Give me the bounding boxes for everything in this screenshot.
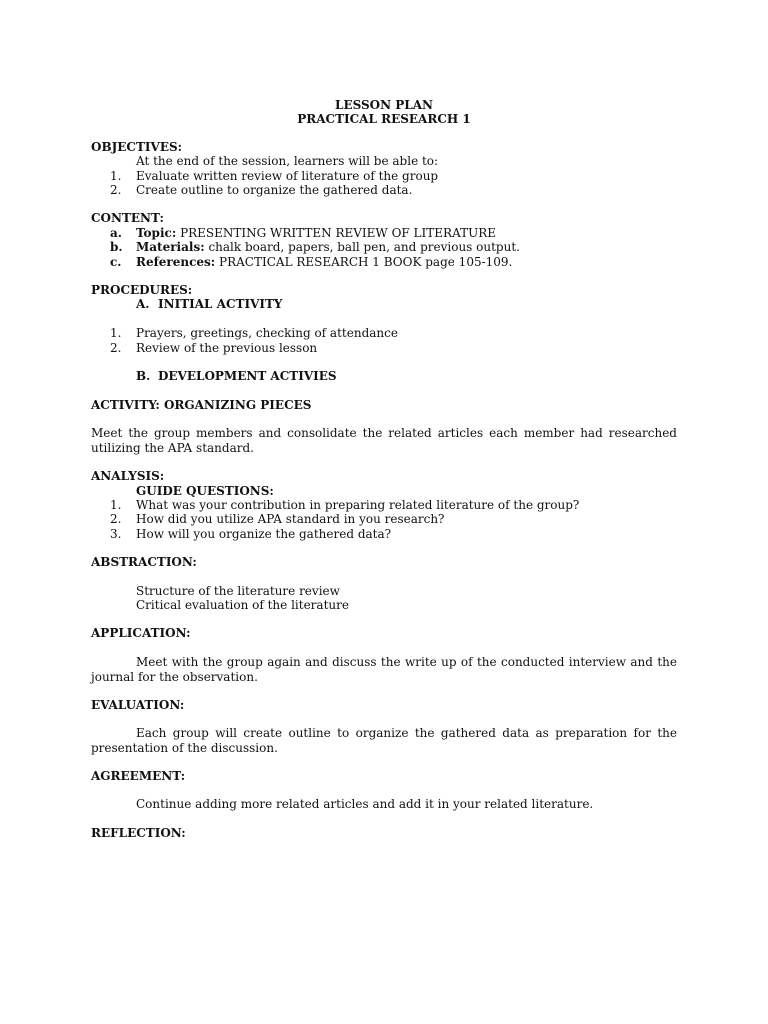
list-text: How did you utilize APA standard in you research?	[136, 512, 445, 526]
list-number: 3.	[110, 527, 122, 541]
list-number: 1.	[110, 498, 122, 512]
abstraction-heading: ABSTRACTION:	[91, 555, 197, 569]
list-text: Prayers, greetings, checking of attendance	[136, 326, 398, 340]
list-text: What was your contribution in preparing related literature of the group?	[136, 498, 580, 512]
activity-text: Meet the group members and consolidate the related articles each member had researched utilizing the APA standard.	[91, 426, 677, 455]
content-text: PRESENTING WRITTEN REVIEW OF LITERATURE	[176, 226, 496, 240]
content-text: chalk board, papers, ball pen, and previous output.	[204, 240, 520, 254]
evaluation-heading: EVALUATION:	[91, 698, 185, 712]
list-number: 1.	[110, 326, 122, 340]
list-number: 2.	[110, 183, 122, 197]
section-title: DEVELOPMENT ACTIVIES	[158, 369, 337, 383]
section-letter: B.	[136, 369, 151, 383]
section-letter: A.	[136, 297, 150, 311]
section-title: INITIAL ACTIVITY	[158, 297, 283, 311]
procedures-heading: PROCEDURES:	[91, 283, 193, 297]
agreement-text: Continue adding more related articles and add it in your related literature.	[136, 797, 594, 811]
list-text: Review of the previous lesson	[136, 341, 318, 355]
content-label: Materials:	[136, 240, 205, 254]
abstraction-line: Structure of the literature review	[136, 584, 340, 598]
list-text: Evaluate written review of literature of the group	[136, 169, 439, 183]
content-text: PRACTICAL RESEARCH 1 BOOK page 105-109.	[215, 255, 513, 269]
activity-heading: ACTIVITY: ORGANIZING PIECES	[91, 398, 312, 412]
content-heading: CONTENT:	[91, 211, 164, 225]
objectives-heading: OBJECTIVES:	[91, 140, 183, 154]
evaluation-text: Each group will create outline to organize the gathered data as preparation for the presentation of the discussion.	[91, 726, 677, 755]
agreement-heading: AGREEMENT:	[91, 769, 186, 783]
analysis-heading: ANALYSIS:	[91, 469, 165, 483]
list-text: Create outline to organize the gathered data.	[136, 183, 413, 197]
application-heading: APPLICATION:	[91, 626, 191, 640]
content-label: Topic:	[136, 226, 177, 240]
objectives-intro: At the end of the session, learners will be able to:	[136, 154, 439, 168]
list-number: 2.	[110, 341, 122, 355]
list-letter: b.	[110, 240, 123, 254]
page-title: LESSON PLAN	[335, 98, 433, 112]
list-number: 1.	[110, 169, 122, 183]
list-letter: c.	[110, 255, 122, 269]
application-text: Meet with the group again and discuss the write up of the conducted interview and the journal for the observation.	[91, 655, 677, 684]
reflection-heading: REFLECTION:	[91, 826, 186, 840]
abstraction-line: Critical evaluation of the literature	[136, 598, 349, 612]
list-letter: a.	[110, 226, 122, 240]
list-text: How will you organize the gathered data?	[136, 527, 392, 541]
page-subtitle: PRACTICAL RESEARCH 1	[297, 112, 471, 126]
content-label: References:	[136, 255, 216, 269]
list-number: 2.	[110, 512, 122, 526]
guide-questions-heading: GUIDE QUESTIONS:	[136, 484, 274, 498]
